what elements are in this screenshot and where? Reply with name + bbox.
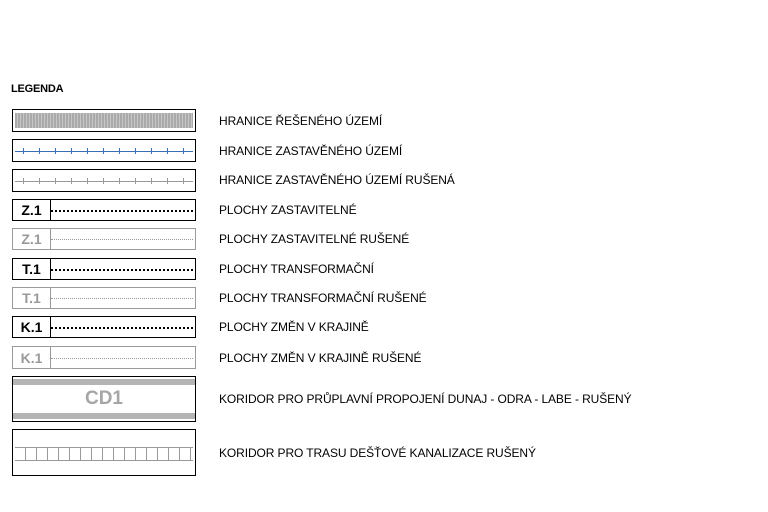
legend-label: PLOCHY TRANSFORMAČNÍ RUŠENÉ bbox=[219, 291, 427, 305]
swatch-study-area-boundary bbox=[12, 109, 196, 132]
swatch-transformation-area-cancelled bbox=[12, 287, 196, 309]
swatch-built-up-boundary-cancelled bbox=[12, 169, 196, 192]
legend-label: HRANICE ZASTAVĚNÉHO ÚZEMÍ RUŠENÁ bbox=[219, 173, 455, 187]
swatch-development-area bbox=[12, 199, 196, 221]
legend-label: PLOCHY ZASTAVITELNÉ RUŠENÉ bbox=[219, 232, 410, 246]
legend-label: PLOCHY ZMĚN V KRAJINĚ bbox=[219, 320, 369, 334]
area-code: Z.1 bbox=[13, 200, 51, 220]
area-code: K.1 bbox=[13, 317, 51, 337]
legend-label: KORIDOR PRO TRASU DEŠŤOVÉ KANALIZACE RUŠENÝ bbox=[219, 446, 536, 460]
swatch-transformation-area bbox=[12, 258, 196, 280]
legend-label: PLOCHY TRANSFORMAČNÍ bbox=[219, 262, 374, 276]
area-code: T.1 bbox=[13, 259, 51, 279]
area-code: Z.1 bbox=[13, 229, 51, 249]
swatch-landscape-change-area bbox=[12, 316, 196, 338]
legend-label: PLOCHY ZMĚN V KRAJINĚ RUŠENÉ bbox=[219, 351, 422, 365]
swatch-stormwater-corridor-cancelled bbox=[12, 429, 196, 476]
area-code: K.1 bbox=[13, 347, 51, 368]
swatch-landscape-change-area-cancelled bbox=[12, 346, 196, 369]
legend-label: HRANICE ŘEŠENÉHO ÚZEMÍ bbox=[219, 114, 383, 128]
legend-title: LEGENDA bbox=[11, 83, 64, 95]
corridor-code: CD1 bbox=[84, 388, 123, 409]
area-code: T.1 bbox=[13, 288, 51, 308]
legend-label: KORIDOR PRO PRŮPLAVNÍ PROPOJENÍ DUNAJ - ODRA - LABE - RUŠENÝ bbox=[219, 392, 632, 406]
legend-label: HRANICE ZASTAVĚNÉHO ÚZEMÍ bbox=[219, 144, 403, 158]
swatch-built-up-boundary bbox=[12, 139, 196, 162]
swatch-development-area-cancelled bbox=[12, 228, 196, 250]
swatch-canal-corridor-cancelled bbox=[12, 376, 196, 422]
legend-label: PLOCHY ZASTAVITELNÉ bbox=[219, 203, 357, 217]
